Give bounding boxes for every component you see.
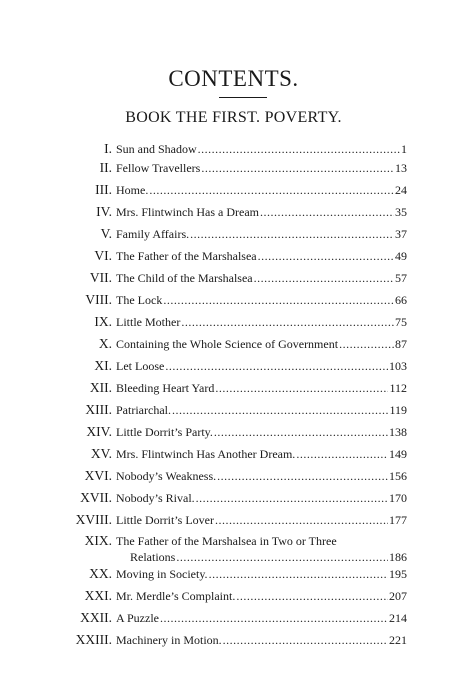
chapter-number: XIV. xyxy=(86,424,112,439)
toc-entry[interactable] xyxy=(0,511,467,529)
toc-entry[interactable] xyxy=(0,313,467,331)
chapter-title: Family Affairs. xyxy=(116,227,190,241)
dot-leader xyxy=(160,609,388,627)
chapter-title: Bleeding Heart Yard xyxy=(116,381,215,395)
toc-entry[interactable] xyxy=(0,140,467,158)
chapter-title: Little Dorrit’s Lover xyxy=(116,513,214,527)
chapter-title: The Father of the Marshalsea xyxy=(116,249,257,263)
chapter-number: XXI. xyxy=(84,588,112,603)
chapter-title: Fellow Travellers xyxy=(116,161,201,175)
chapter-title: Let Loose xyxy=(116,359,165,373)
chapter-number: XXII. xyxy=(80,610,112,625)
chapter-title: Moving in Society. xyxy=(116,567,208,581)
chapter-title: Patriarchal. xyxy=(116,403,171,417)
page-number: 138 xyxy=(389,425,407,439)
page-number: 87 xyxy=(395,337,407,351)
toc-entry[interactable] xyxy=(0,401,467,419)
dot-leader xyxy=(209,565,388,583)
dot-leader xyxy=(201,159,394,177)
chapter-title-continued: Relations xyxy=(130,550,176,564)
page-title: CONTENTS. xyxy=(168,66,299,91)
toc-entry[interactable] xyxy=(0,445,467,463)
page-number: 170 xyxy=(389,491,407,505)
dot-leader xyxy=(215,511,388,529)
chapter-number: XVI. xyxy=(84,468,112,483)
chapter-number: I. xyxy=(104,141,112,156)
dot-leader xyxy=(163,291,394,309)
chapter-title: Nobody’s Weakness. xyxy=(116,469,217,483)
chapter-number: VI. xyxy=(94,248,112,263)
page-number: 103 xyxy=(389,359,407,373)
chapter-title: Little Dorrit’s Party. xyxy=(116,425,213,439)
toc-entry[interactable] xyxy=(0,159,467,177)
dot-leader xyxy=(260,203,394,221)
page-number: 214 xyxy=(389,611,407,625)
chapter-number: XVII. xyxy=(80,490,112,505)
chapter-number: XIX. xyxy=(84,533,112,548)
chapter-title: The Father of the Marshalsea in Two or Three xyxy=(116,534,337,548)
chapter-title: Mrs. Flintwinch Has Another Dream. xyxy=(116,447,296,461)
chapter-title: Nobody’s Rival. xyxy=(116,491,195,505)
page-number: 57 xyxy=(395,271,407,285)
page-number: 195 xyxy=(389,567,407,581)
chapter-title: Machinery in Motion. xyxy=(116,633,222,647)
toc-entry[interactable] xyxy=(0,489,467,507)
chapter-title: The Child of the Marshalsea xyxy=(116,271,253,285)
chapter-title: Sun and Shadow xyxy=(116,142,197,156)
toc-entry[interactable] xyxy=(0,181,467,199)
dot-leader xyxy=(214,423,388,441)
page-number: 24 xyxy=(395,183,407,197)
dot-leader xyxy=(198,140,400,158)
toc-entry[interactable] xyxy=(0,532,467,568)
chapter-number: XII. xyxy=(89,380,112,395)
chapter-title: The Lock xyxy=(116,293,163,307)
dot-leader xyxy=(217,467,388,485)
chapter-number: VIII. xyxy=(85,292,112,307)
page-number: 112 xyxy=(389,381,407,395)
chapter-number: III. xyxy=(95,182,112,197)
page-number: 66 xyxy=(395,293,407,307)
chapter-title: A Puzzle xyxy=(116,611,159,625)
chapter-number: IX. xyxy=(94,314,112,329)
chapter-number: IV. xyxy=(96,204,112,219)
page-number: 75 xyxy=(395,315,407,329)
dot-leader xyxy=(296,445,388,463)
toc-entry[interactable] xyxy=(0,247,467,265)
toc-entry[interactable] xyxy=(0,203,467,221)
page-number: 1 xyxy=(401,142,407,156)
dot-leader xyxy=(215,379,388,397)
page-number: 119 xyxy=(389,403,407,417)
page-number: 49 xyxy=(395,249,407,263)
chapter-number: V. xyxy=(100,226,112,241)
chapter-number: X. xyxy=(98,336,112,351)
page-number: 221 xyxy=(389,633,407,647)
toc-entry[interactable] xyxy=(0,587,467,605)
dot-leader xyxy=(254,269,394,287)
dot-leader xyxy=(172,401,388,419)
dot-leader xyxy=(339,335,394,353)
toc-entry[interactable] xyxy=(0,357,467,375)
chapter-number: XXIII. xyxy=(75,632,112,647)
toc-entry[interactable] xyxy=(0,631,467,649)
chapter-number: VII. xyxy=(89,270,112,285)
dot-leader xyxy=(165,357,388,375)
toc-entry[interactable] xyxy=(0,565,467,583)
page-number: 35 xyxy=(395,205,407,219)
dot-leader xyxy=(223,631,388,649)
dot-leader xyxy=(236,587,388,605)
chapter-number: XI. xyxy=(94,358,112,373)
toc-entry[interactable] xyxy=(0,423,467,441)
page-number: 149 xyxy=(389,447,407,461)
toc-entry[interactable] xyxy=(0,335,467,353)
toc-entry[interactable] xyxy=(0,291,467,309)
dot-leader xyxy=(181,313,394,331)
page-number: 37 xyxy=(395,227,407,241)
dot-leader xyxy=(196,489,388,507)
toc-entry[interactable] xyxy=(0,467,467,485)
chapter-number: XX. xyxy=(89,566,112,581)
toc-entry[interactable] xyxy=(0,609,467,627)
page-number: 207 xyxy=(389,589,407,603)
chapter-title: Mrs. Flintwinch Has a Dream xyxy=(116,205,259,219)
toc-entry[interactable] xyxy=(0,379,467,397)
page-number: 186 xyxy=(389,550,407,564)
toc-entry[interactable] xyxy=(0,225,467,243)
dot-leader xyxy=(190,225,394,243)
chapter-number: XVIII. xyxy=(75,512,112,527)
dot-leader xyxy=(258,247,394,265)
dot-leader xyxy=(149,181,394,199)
toc-entry[interactable] xyxy=(0,269,467,287)
page-number: 177 xyxy=(389,513,407,527)
chapter-number: XIII. xyxy=(85,402,112,417)
chapter-title: Little Mother xyxy=(116,315,181,329)
book-heading: BOOK THE FIRST. POVERTY. xyxy=(125,109,342,126)
page-number: 156 xyxy=(389,469,407,483)
page-number: 13 xyxy=(395,161,407,175)
chapter-title: Mr. Merdle’s Complaint. xyxy=(116,589,236,603)
chapter-number: XV. xyxy=(90,446,112,461)
chapter-title: Home. xyxy=(116,183,149,197)
dot-leader xyxy=(176,548,388,566)
chapter-title: Containing the Whole Science of Government xyxy=(116,337,339,351)
chapter-number: II. xyxy=(99,160,112,175)
